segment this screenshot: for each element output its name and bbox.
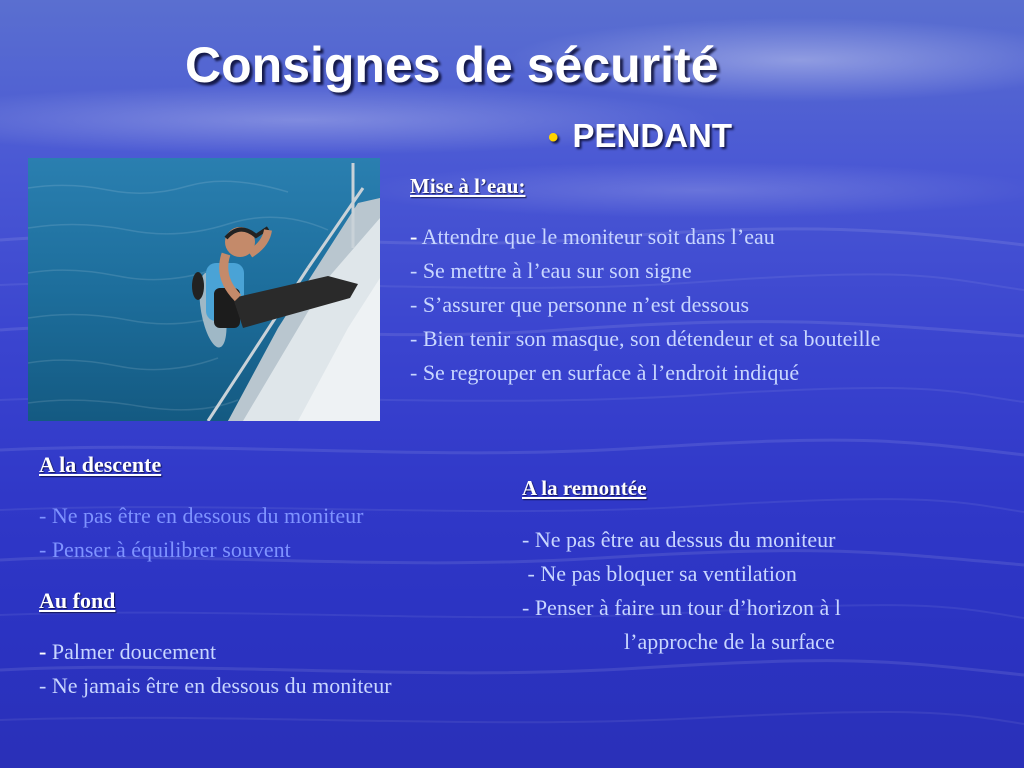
list-item-text: Palmer doucement	[46, 639, 217, 664]
section-pendant	[548, 117, 732, 155]
fond-heading: Au fond	[39, 588, 116, 613]
fond-list	[39, 635, 392, 703]
list-item: - Penser à faire un tour d’horizon à l	[522, 595, 841, 620]
list-item: - Bien tenir son masque, son détendeur et sa bouteille	[410, 326, 881, 351]
list-item: - Se regrouper en surface à l’endroit indiqué	[410, 360, 800, 385]
dash: -	[410, 224, 418, 249]
list-item: l’approche de la surface	[624, 629, 835, 654]
slide-title: Consignes de sécurité	[185, 37, 719, 93]
remontee-list	[522, 523, 841, 659]
list-item: - S’assurer que personne n’est dessous	[410, 292, 750, 317]
list-item: - Ne pas bloquer sa ventilation	[522, 561, 797, 586]
dash: -	[39, 639, 47, 664]
list-item	[410, 220, 930, 254]
list-item: - Ne jamais être en dessous du moniteur	[39, 673, 392, 698]
mise-a-leau-list	[410, 220, 930, 390]
list-item: - Ne pas être en dessous du moniteur	[39, 503, 364, 528]
list-item: - Ne pas être au dessus du moniteur	[522, 527, 836, 552]
bullet-icon: •	[548, 121, 559, 154]
diver-photo	[28, 158, 380, 421]
list-item: - Se mettre à l’eau sur son signe	[410, 258, 692, 283]
descente-heading: A la descente	[39, 452, 162, 477]
list-item: - Penser à équilibrer souvent	[39, 537, 291, 562]
remontee-heading: A la remontée	[522, 476, 647, 500]
diver-illustration	[28, 158, 380, 421]
mise-a-leau-heading: Mise à l’eau:	[410, 174, 526, 198]
list-item	[39, 635, 392, 669]
descente-list	[39, 499, 363, 567]
list-item-text: Attendre que le moniteur soit dans l’eau	[417, 224, 775, 249]
pendant-label: PENDANT	[572, 117, 733, 154]
